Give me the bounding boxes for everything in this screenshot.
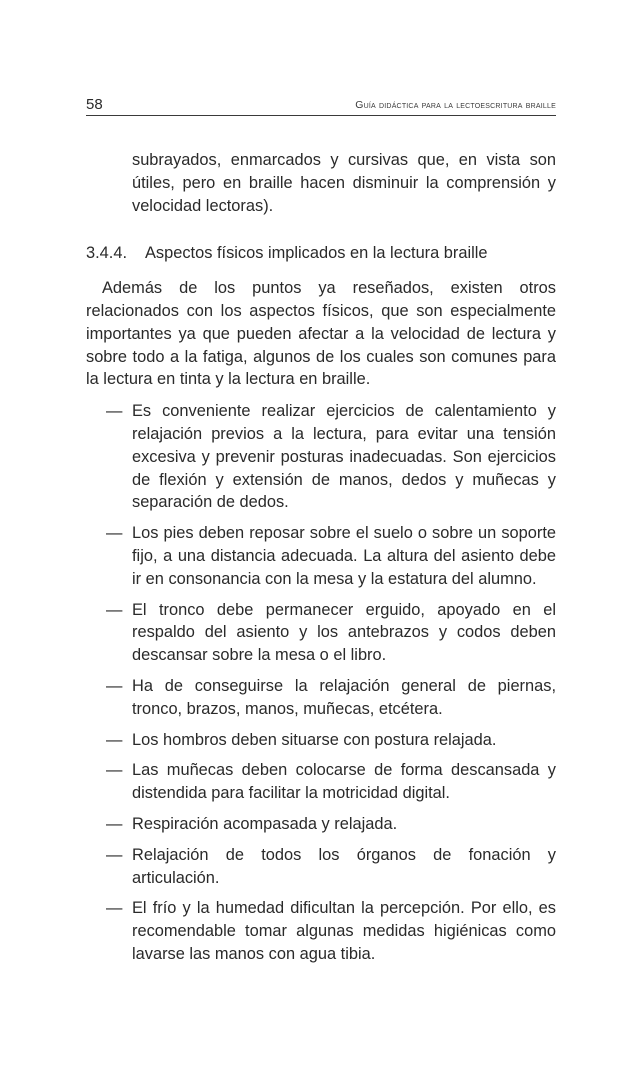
list-item (86, 599, 556, 667)
running-title: Guía didáctica para la lectoescritura braille (355, 99, 556, 111)
bullet-dash: — (106, 730, 123, 749)
page-header (86, 93, 556, 116)
list-item-text: Los hombros deben situarse con postura relajada. (132, 730, 497, 749)
list-item-text: Los pies deben reposar sobre el suelo o sobre un soporte fijo, a una distancia adecuada. La altura del asiento debe ir en consonancia con la mesa y la estatura del alumno. (132, 524, 556, 588)
section-heading (86, 242, 556, 265)
intro-paragraph: Además de los puntos ya reseñados, existen otros relacionados con los aspectos físicos, que son especialmente importantes ya que pueden afectar a la velocidad de lectura y sobre todo a la fatiga, algunos de los cuales son comunes para la lectura en tinta y la lectura en braille. (86, 279, 556, 389)
list-item-text: Relajación de todos los órganos de fonación y articulación. (132, 845, 556, 887)
list-item (86, 400, 556, 514)
list-item-text: Ha de conseguirse la relajación general de piernas, tronco, brazos, manos, muñecas, etcétera. (132, 676, 556, 718)
bullet-dash: — (106, 899, 123, 918)
bullet-list (86, 400, 556, 966)
list-item-text: Respiración acompasada y relajada. (132, 814, 398, 833)
bullet-dash: — (106, 402, 123, 421)
list-item-text: Es conveniente realizar ejercicios de calentamiento y relajación previos a la lectura, para evitar una tensión excesiva y prevenir posturas inadecuadas. Son ejercicios de flexión y extensión de manos, dedos y muñecas y separación de dedos. (132, 402, 556, 512)
bullet-dash: — (106, 845, 123, 864)
bullet-dash: — (106, 761, 123, 780)
list-item (86, 813, 556, 836)
list-item (86, 522, 556, 590)
bullet-dash: — (106, 524, 123, 543)
list-item (86, 844, 556, 890)
bullet-dash: — (106, 600, 123, 619)
list-item (86, 759, 556, 805)
page-number: 58 (86, 96, 103, 113)
continuation-paragraph: subrayados, enmarcados y cursivas que, en vista son útiles, pero en braille hacen disminuir la comprensión y velocidad lectoras). (132, 151, 556, 215)
list-item (86, 729, 556, 752)
bullet-dash: — (106, 814, 123, 833)
bullet-dash: — (106, 676, 123, 695)
list-item-text: Las muñecas deben colocarse de forma descansada y distendida para facilitar la motricidad digital. (132, 761, 556, 803)
list-item (86, 675, 556, 721)
section-number: 3.4.4. (86, 244, 128, 263)
page-body (86, 149, 556, 974)
list-item-text: El tronco debe permanecer erguido, apoyado en el respaldo del asiento y los antebrazos y codos deben descansar sobre la mesa o el libro. (132, 600, 556, 665)
list-item (86, 897, 556, 965)
list-item-text: El frío y la humedad dificultan la percepción. Por ello, es recomendable tomar algunas medidas higiénicas como lavarse las manos con agua tibia. (132, 899, 556, 963)
section-title: Aspectos físicos implicados en la lectura braille (145, 244, 488, 263)
